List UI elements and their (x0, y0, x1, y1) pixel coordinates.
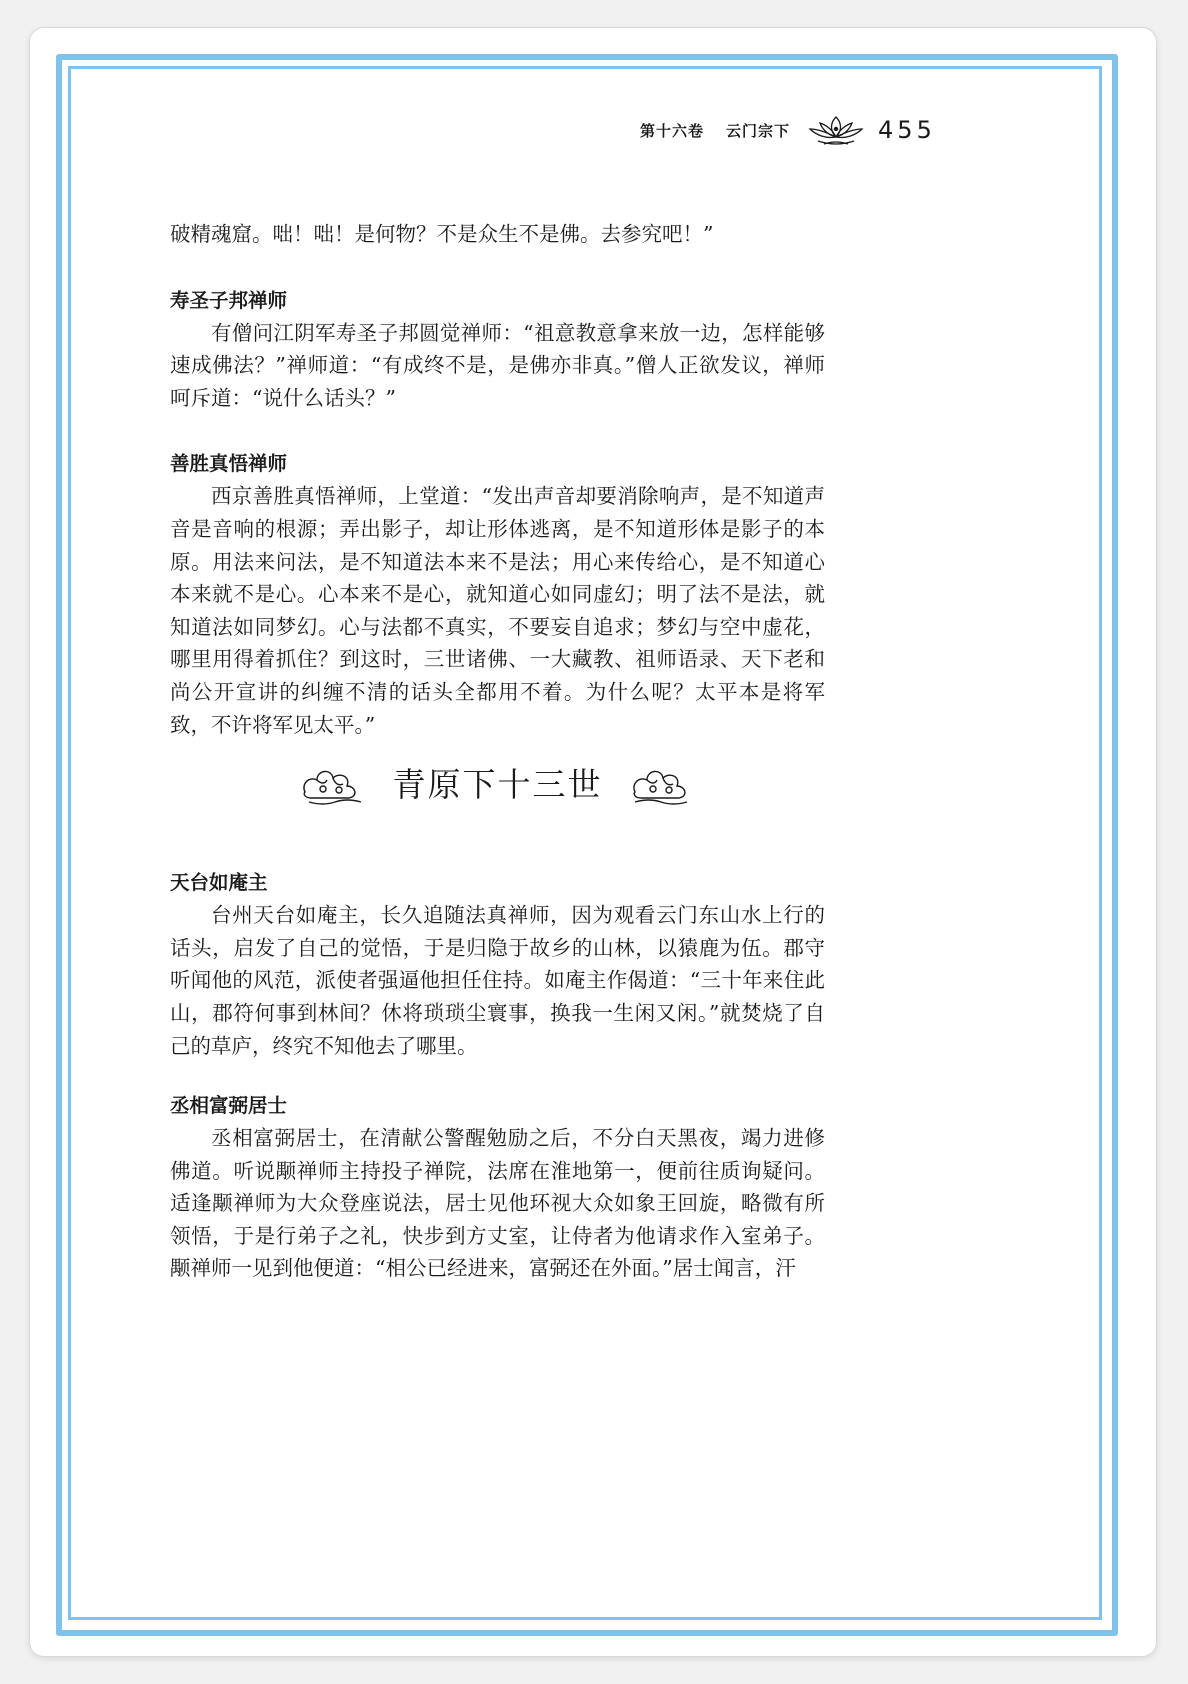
section-paragraph: 西京善胜真悟禅师，上堂道：“发出声音却要消除响声，是不知道声音是音响的根源；弄出影子，却让形体逃离，是不知道形体是影子的本原。用法来问法，是不知道法本来不是法；用心来传给心，是不知道心本来就不是心。心本来不是心，就知道心如同虚幻；明了法不是法，就知道法如同梦幻。心与法都不真实，不要妄自追求；梦幻与空中虚花，哪里用得着抓住？到这时，三世诸佛、一大藏教、祖师语录、天下老和尚公开宣讲的纠缠不清的话头全都用不着。为什么呢？太平本是将军致，不许将军见太平。” (170, 484, 825, 737)
section-label: 云门宗下 (726, 121, 791, 140)
page-number: 455 (878, 116, 936, 144)
running-head (640, 110, 936, 150)
body-text (170, 218, 825, 1285)
section-paragraph: 丞相富弼居士，在清献公警醒勉励之后，不分白天黑夜，竭力进修佛道。听说颙禅师主持投子禅院，法席在淮地第一，便前往质询疑问。适逢颙禅师为大众登座说法，居士见他环视大众如象王回旋，略微有所领悟，于是行弟子之礼，快步到方丈室，让侍者为他请求作入室弟子。颙禅师一见到他便道：“相公已经进来，富弼还在外面。”居士闻言，汗 (170, 1126, 825, 1281)
auspicious-cloud-icon (299, 762, 367, 808)
section-heading: 丞相富弼居士 (170, 1094, 288, 1118)
section-heading: 寿圣子邦禅师 (170, 288, 288, 312)
chapter-title: 青原下十三世 (392, 764, 603, 804)
lotus-icon (808, 113, 864, 147)
section-heading: 善胜真悟禅师 (170, 452, 288, 476)
section-paragraph: 台州天台如庵主，长久追随法真禅师，因为观看云门东山水上行的话头，启发了自己的觉悟，于是归隐于故乡的山林，以猿鹿为伍。郡守听闻他的风范，派使者强逼他担任住持。如庵主作偈道：“三十年来住此山，郡符何事到林间？休将琐琐尘寰事，换我一生闲又闲。”就焚烧了自己的草庐，终究不知他去了哪里。 (170, 903, 825, 1058)
volume-label: 第十六卷 (640, 121, 705, 140)
auspicious-cloud-icon (629, 762, 697, 808)
section-paragraph: 有僧问江阴军寿圣子邦圆觉禅师：“祖意教意拿来放一边，怎样能够速成佛法？”禅师道：“有成终不是，是佛亦非真。”僧人正欲发议，禅师呵斥道：“说什么话头？” (170, 320, 825, 410)
chapter-heading (170, 755, 825, 815)
section-heading: 天台如庵主 (170, 871, 268, 895)
opening-paragraph: 破精魂窟。咄！咄！是何物？不是众生不是佛。去参究吧！” (170, 222, 714, 246)
